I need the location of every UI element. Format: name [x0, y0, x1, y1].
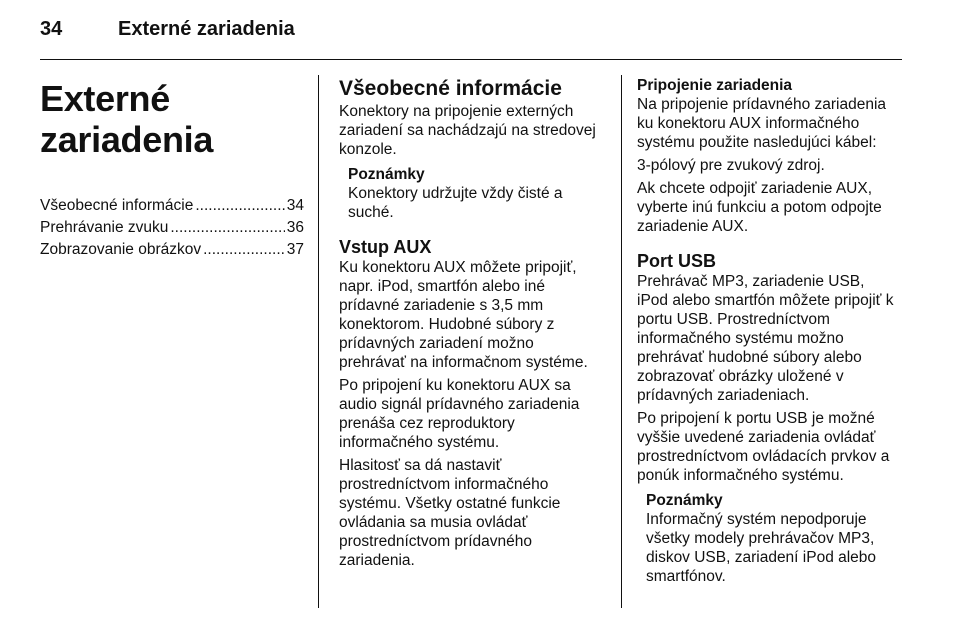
table-of-contents [40, 195, 304, 261]
toc-entry-page: 34 [286, 196, 304, 214]
column-2 [339, 76, 609, 570]
running-title: Externé zariadenia [118, 18, 295, 40]
note-title: Poznámky [348, 166, 425, 183]
toc-leader-dots [203, 239, 285, 261]
toc-entry-label: Prehrávanie zvuku [40, 218, 169, 236]
column-3 [637, 76, 902, 586]
page-number: 34 [40, 18, 63, 40]
subheading-connect: Pripojenie zariadenia [637, 77, 793, 94]
toc-entry[interactable] [40, 217, 304, 239]
connect-paragraph: Na pripojenie prídavného zariadenia ku konektoru AUX informačného systému použite nasledujúci kábel: [637, 96, 887, 151]
aux-paragraph: Hlasitosť sa dá nastaviť prostredníctvom informačného systému. Všetky ostatné funkcie ovládania sa musia ovládať prostredníctvom prídavného zariadenia. [339, 457, 561, 569]
usb-paragraph: Po pripojení k portu USB je možné vyššie uvedené zariadenia ovládať prostredníctvom ovládacích prvkov a ponúk informačného systému. [637, 410, 890, 484]
note-text: Informačný systém nepodporuje všetky modely prehrávačov MP3, diskov USB, zariadení iPod alebo smartfónov. [646, 511, 877, 585]
aux-paragraph: Po pripojení ku konektoru AUX sa audio signál prídavného zariadenia prenáša cez reproduktory informačného systému. [339, 377, 580, 451]
toc-leader-dots [170, 217, 284, 239]
chapter-title: Externé zariadenia [40, 78, 214, 161]
toc-entry-label: Zobrazovanie obrázkov [40, 240, 202, 258]
section-heading-general: Všeobecné informácie [339, 77, 562, 100]
section-heading-aux: Vstup AUX [339, 237, 432, 257]
toc-leader-dots [195, 195, 284, 217]
aux-paragraph: Ku konektoru AUX môžete pripojiť, napr. iPod, smartfón alebo iné prídavné zariadenie s 3,5 mm konektorom. Hudobné súbory z prídavných zariadení možno prehrávať na informačnom systéme. [339, 259, 588, 371]
column-divider-2 [621, 75, 622, 608]
connect-paragraph: Ak chcete odpojiť zariadenie AUX, vyberte inú funkciu a potom odpojte zariadenie AUX. [637, 180, 882, 235]
note-box [348, 165, 609, 222]
page-header [40, 18, 910, 48]
toc-entry[interactable] [40, 195, 304, 217]
usb-paragraph: Prehrávač MP3, zariadenie USB, iPod alebo smartfón môžete pripojiť k portu USB. Prostredníctvom informačného systému možno prehrávať hudobné súbory alebo zobrazovať obrázky uložené v prídavných zariadeniach. [637, 273, 894, 404]
connect-paragraph: 3-pólový pre zvukový zdroj. [637, 157, 825, 174]
intro-paragraph: Konektory na pripojenie externých zariadení sa nachádzajú na stredovej konzole. [339, 103, 596, 158]
column-divider-1 [318, 75, 319, 608]
toc-entry-page: 37 [286, 240, 304, 258]
column-1 [40, 76, 304, 261]
toc-entry[interactable] [40, 239, 304, 261]
note-text: Konektory udržujte vždy čisté a suché. [348, 185, 563, 221]
toc-entry-label: Všeobecné informácie [40, 196, 194, 214]
note-title: Poznámky [646, 492, 723, 509]
header-rule [40, 59, 902, 60]
toc-entry-page: 36 [286, 218, 304, 236]
section-heading-usb: Port USB [637, 251, 717, 271]
note-box [646, 491, 902, 586]
